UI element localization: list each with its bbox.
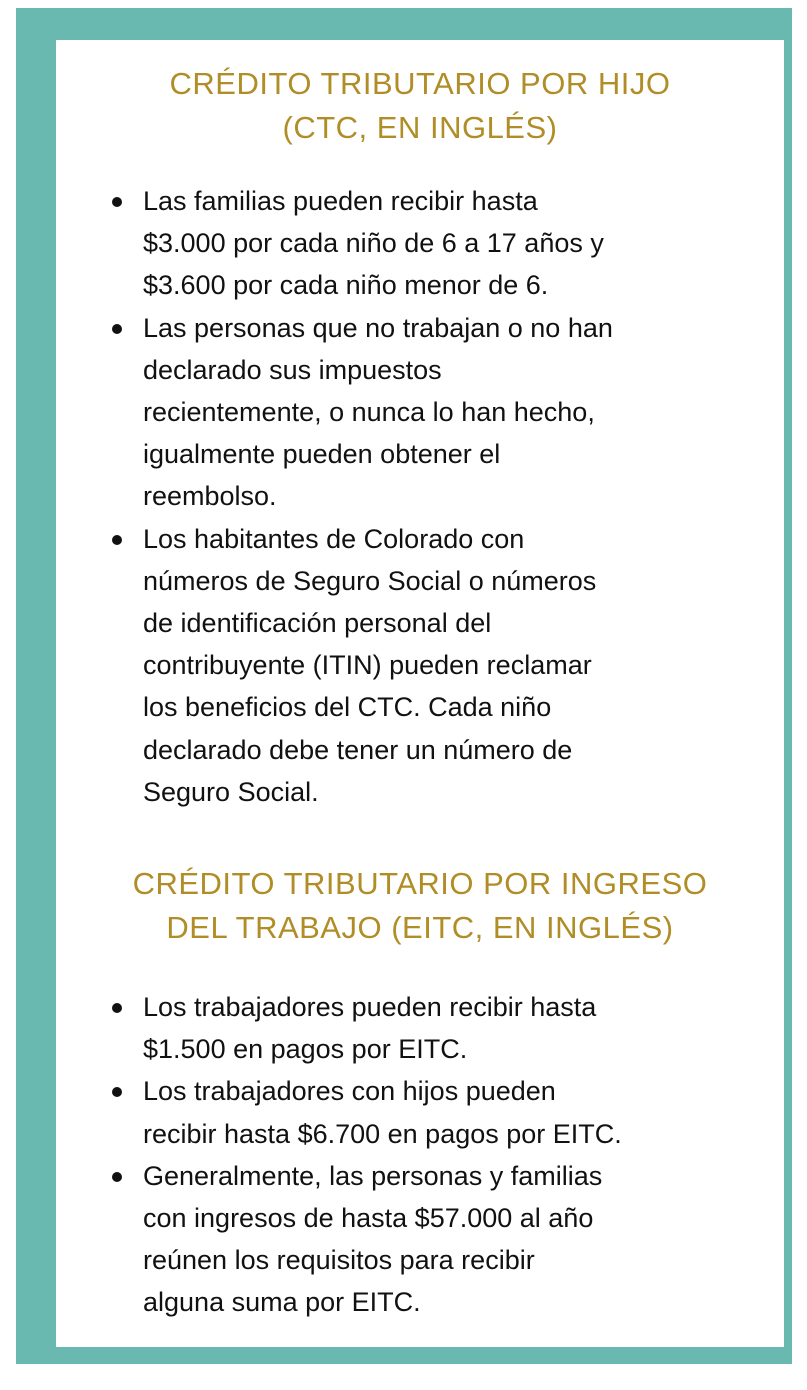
bullet-icon — [112, 324, 122, 334]
item-line: de identificación personal del — [143, 608, 492, 639]
eitc-heading-line: CRÉDITO TRIBUTARIO POR INGRESO — [132, 866, 708, 901]
item-line: Las personas que no trabajan o no han — [143, 312, 613, 343]
item-line: números de Seguro Social o números — [143, 565, 597, 596]
ctc-heading-line: CRÉDITO TRIBUTARIO POR HIJO — [169, 66, 671, 101]
list-item — [56, 307, 784, 518]
list-item — [56, 180, 784, 307]
item-line: Los habitantes de Colorado con — [143, 523, 525, 554]
item-line: reúnen los requisitos para recibir — [143, 1245, 535, 1276]
item-line: Los trabajadores con hijos pueden — [143, 1076, 556, 1107]
item-line: $3.600 por cada niño menor de 6. — [143, 270, 549, 301]
item-line: recientemente, o nunca lo han hecho, — [143, 397, 595, 428]
list-item — [56, 1155, 784, 1324]
eitc-heading-line: DEL TRABAJO (EITC, EN INGLÉS) — [166, 910, 674, 945]
bullet-icon — [112, 197, 122, 207]
list-item — [56, 1070, 784, 1154]
item-line: alguna suma por EITC. — [143, 1287, 421, 1318]
item-line: Los trabajadores pueden recibir hasta — [143, 992, 597, 1022]
eitc-heading — [56, 862, 784, 950]
ctc-bullet-list — [56, 180, 784, 813]
item-line: los beneficios del CTC. Cada niño — [143, 692, 552, 723]
item-line: $1.500 en pagos por EITC. — [143, 1034, 468, 1065]
ctc-heading — [56, 62, 784, 150]
teal-frame — [16, 8, 792, 1364]
bullet-icon — [112, 535, 122, 545]
eitc-bullet-list — [56, 986, 784, 1324]
bullet-icon — [112, 1172, 122, 1182]
item-line: recibir hasta $6.700 en pagos por EITC. — [143, 1118, 622, 1149]
item-line: igualmente pueden obtener el — [143, 439, 501, 470]
list-item — [56, 986, 784, 1070]
item-line: $3.000 por cada niño de 6 a 17 años y — [143, 228, 604, 259]
item-line: Las familias pueden recibir hasta — [143, 186, 538, 216]
item-line: con ingresos de hasta $57.000 al año — [143, 1203, 594, 1234]
item-line: declarado debe tener un número de — [143, 734, 573, 765]
bullet-icon — [112, 1003, 122, 1013]
item-line: contribuyente (ITIN) pueden reclamar — [143, 650, 592, 681]
list-item — [56, 518, 784, 813]
item-line: reembolso. — [143, 481, 277, 512]
bullet-icon — [112, 1087, 122, 1097]
item-line: Generalmente, las personas y familias — [143, 1160, 603, 1191]
item-line: Seguro Social. — [143, 776, 319, 807]
ctc-heading-line: (CTC, EN INGLÉS) — [282, 110, 558, 145]
content-panel — [56, 40, 784, 1347]
item-line: declarado sus impuestos — [143, 354, 442, 385]
